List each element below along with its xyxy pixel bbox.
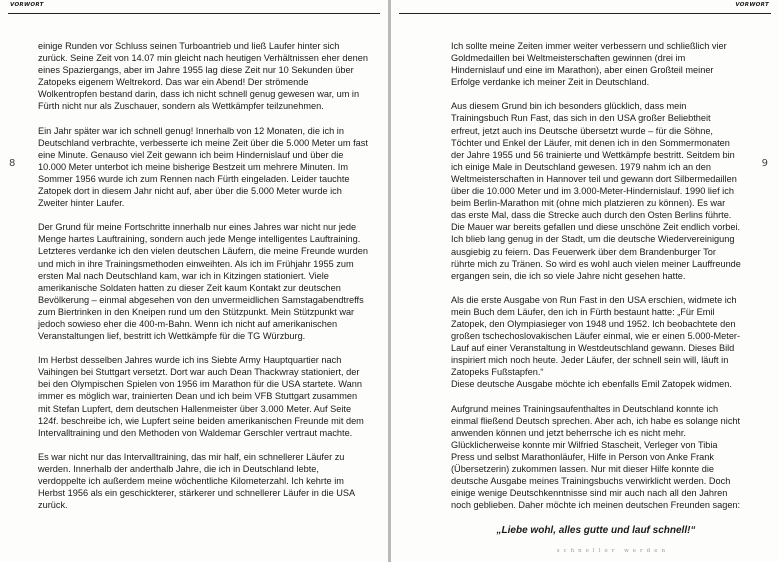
paragraph: Aus diesem Grund bin ich besonders glücklich, dass mein Trainingsbuch Run Fast, das sich in den USA großer Beliebtheit erfreut, jetzt auch ins Deutsche übersetzt wurde – für die Söhne, Töchter und Enkel der Läufer, mit denen ich in den Sommermonaten der Jahre 1955 und 56 trainierte und Wettkämpfe bestritt. Seitdem bin ich einige Male in Deutschland gewesen. 1979 nahm ich an den Weltmeisterschaften in Hannover teil und gewann dort Silbermedaillen über die 10.000 Meter und im 3.000-Meter-Hindernislauf. 1990 lief ich beim Berlin-Marathon mit (ohne mich platzieren zu können). Es war das erste Mal, dass die Strecke auch durch den Osten Berlins führte. Die Mauer war bereits gefallen und diese unschöne Zeit endlich vorbei. Ich blieb lang genug in der Stadt, um die deutsche Wiedervereinigung ausgiebig zu feiern. Das Feuerwerk über dem Brandenburger Tor rührte mich zu Tränen. So wird es wohl auch vielen meiner Lauffreunde ergangen sein, die ich so viele Jahre nicht gesehen hatte. (451, 101, 741, 281)
page-number: 8 (9, 158, 16, 169)
paragraph: Ein Jahr später war ich schnell genug! Innerhalb von 12 Monaten, die ich in Deutschland verbrachte, verbesserte ich meine Zeit über die 5.000 Meter um fast eine Minute. Genauso viel Zeit gewann ich beim Hindernislauf und über die 10.000 Meter unterbot ich meine bisherige Bestzeit um mehrere Minuten. Im Sommer 1956 wurde ich zum Rennen nach Fürth eingeladen. Leider tauchte Zatopek dort in diesem Jahr nicht auf, aber über die 5.000 Meter wurde ich Zweiter hinter Laufer. (38, 125, 368, 209)
paragraph: Es war nicht nur das Intervalltraining, das mir half, ein schnellerer Läufer zu werden. Innerhalb der anderthalb Jahre, die ich in Deutschland lebte, verdoppelte ich außerdem meine wöchentliche Kilometerzahl. Ich kehrte im Herbst 1956 als ein geschickterer, stärkerer und schnellerer Läufer in die USA zurück. (38, 451, 355, 511)
running-header: VORWORT (735, 2, 769, 8)
paragraph: Als die erste Ausgabe von Run Fast in den USA erschien, widmete ich mein Buch dem Läufer, den ich in Fürth bestaunt hatte: „Für Emil Zatopek, den Olympiasieger von 1948 und 1952. Ich beobachtete den großen tschechoslovakischen Läufer einmal, wie er einen 5.000-Meter-Lauf auf einer Veranstaltung in Westdeutschland gewann. Dieses Bild inspiriert mich noch heute. Jeder Läufer, der schnell sein will, läuft in Zatopeks Fußstapfen.“ (451, 294, 741, 378)
footer-brand: schneller werden (556, 548, 669, 554)
paragraph: Diese deutsche Ausgabe möchte ich ebenfalls Emil Zatopek widmen. (451, 379, 732, 390)
right-page (391, 0, 779, 562)
paragraph: Im Herbst desselben Jahres wurde ich ins Siebte Army Hauptquartier nach Vaihingen bei Stuttgart versetzt. Dort war auch Dean Thackwray stationiert, der bei den Olympischen Spielen von 1956 im Marathon für die USA startete. Wann immer es möglich war, trainierten Dean und ich beim VFB Stuttgart zusammen mit Stefan Lupfert, dem deutschen Hallenmeister über 3.000 Meter. Auf Seite 124f. beschreibe ich, wie Lupfert seine beiden amerikanischen Freunde mit dem Intervalltraining und den Methoden von Waldemar Gerschler vertraut machte. (38, 355, 364, 438)
closing-quote: „Liebe wohl, alles gutte und lauf schnell!“ (496, 525, 696, 537)
page-number: 9 (761, 158, 768, 169)
paragraph: Der Grund für meine Fortschritte innerhalb nur eines Jahres war nicht nur jede Menge hartes Lauftraining, sondern auch jede Menge intelligentes Lauftraining. Letzteres verdanke ich den vielen deutschen Läufern, die meine Freunde wurden und mich in ihre Trainingsmethoden einweihten. Als ich im Frühjahr 1955 zum ersten Mal nach Deutschland kam, war ich in Kitzingen stationiert. Viele amerikanische Soldaten hatten zu dieser Zeit kaum Kontakt zur deutschen Bevölkerung – einmal abgesehen von den unvermeidlichen Samstagabendtreffs zum Biertrinken in den Kneipen rund um den Stützpunkt. Mein Stützpunkt war jedoch sowieso eher die 400-m-Bahn. Wenn ich nicht auf amerikanischen Veranstaltungen lief, bestritt ich Wettkämpfe für die TG Würzburg. (38, 222, 368, 342)
body-text (38, 40, 368, 523)
body-text (451, 40, 741, 537)
paragraph: Aufgrund meines Trainingsaufenthaltes in Deutschland konnte ich einmal fließend Deutsch sprechen. Aber ach, ich habe es solange nicht anwenden können und jetzt beherrsche ich es nicht mehr. Glücklicherweise konnte mir Wilfried Stascheit, Verleger von Tibia Press und selbst Marathonläufer, Hilfe in Person von Anke Frank (Übersetzerin) zukommen lassen. Nur mit dieser Hilfe konnte die deutsche Ausgabe meines Trainingsbuchs verwirklicht werden. Doch einige wenige Deutschkenntnisse sind mir auch nach all den Jahren noch geblieben. Daher möchte ich meinen deutschen Freunden sagen: (451, 403, 741, 511)
paragraph: Ich sollte meine Zeiten immer weiter verbessern und schließlich vier Goldmedaillen bei Weltmeisterschaften gewinnen (drei im Hindernislauf und eine im Marathon), aber einen Großteil meiner Erfolge verdanke ich meiner Zeit in Deutschland. (451, 41, 727, 88)
paragraph: einige Runden vor Schluss seinen Turboantrieb und ließ Laufer hinter sich zurück. Seine Zeit von 14.07 min gleicht nach heutigen Verhältnissen eher denen eines Spaziergangs, aber im Jahre 1955 lag diese Zeit nur 10 Sekunden über Zatopeks eigenem Weltrekord. Das war ein Abend! Der strömende Wolkentropfen bestand darin, dass ich nicht schnell genug gewesen war, um in Fürth nicht nur als Zuschauer, sondern als Wettkämpfer teilzunehmen. (38, 41, 368, 112)
header-rule (8, 8, 380, 14)
left-page (0, 0, 388, 562)
running-header: VORWORT (10, 2, 44, 8)
header-rule (399, 8, 771, 14)
